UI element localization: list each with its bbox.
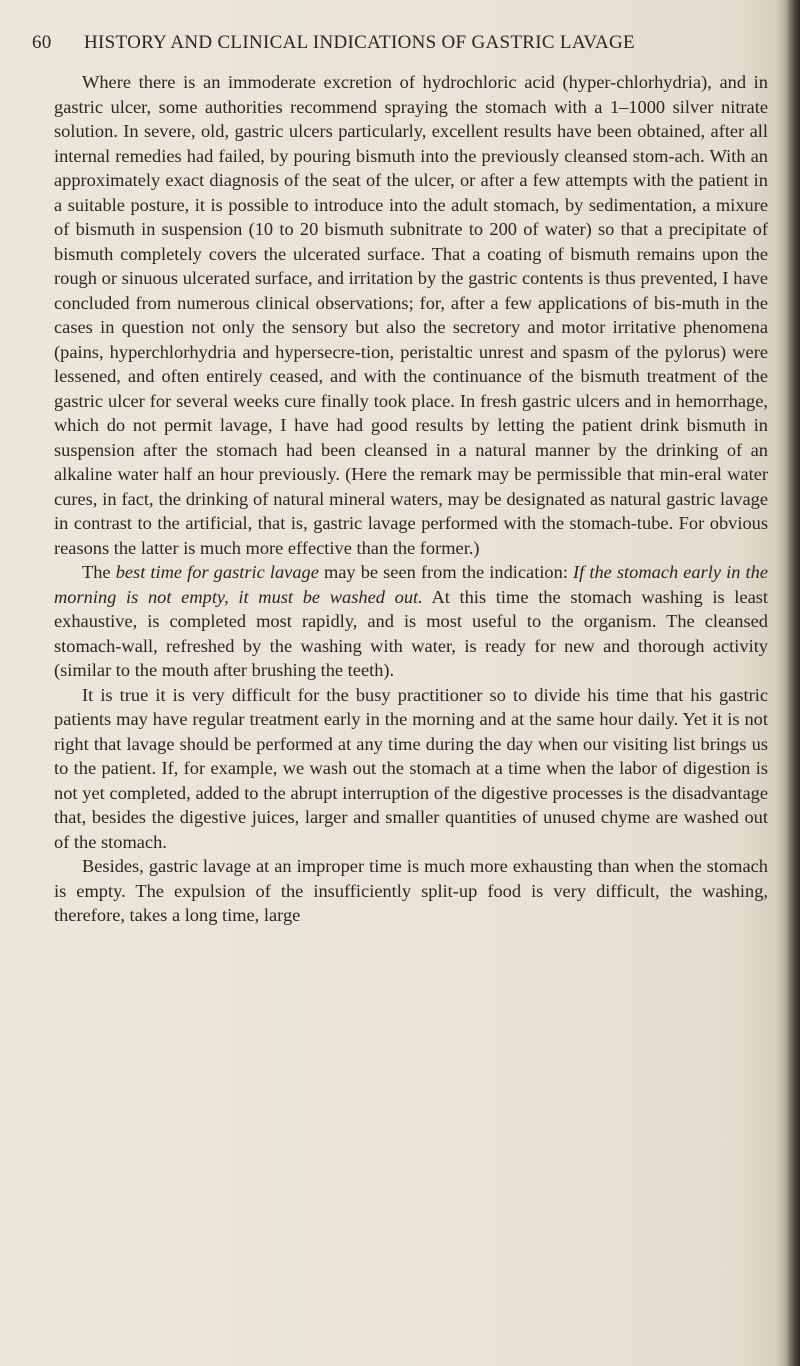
emphasis-indication: If the stomach early in the morning is not empty, it must be washed out. (54, 562, 768, 607)
paragraph-2-before: The (82, 562, 116, 582)
page-number: 60 (32, 32, 52, 53)
running-title: HISTORY AND CLINICAL INDICATIONS OF GASTRIC LAVAGE (84, 32, 635, 53)
emphasis-best-time: best time for gastric lavage (115, 562, 319, 582)
paragraph-2-middle: may be seen from the indication: (318, 562, 574, 582)
paragraph-4: Besides, gastric lavage at an improper time is much more exhausting than when the stomach is empty. The expulsion of the insufficiently split-up food is very difficult, the washing, therefore, takes a long time, large (54, 856, 768, 925)
body-text (54, 70, 768, 928)
page-edge-shadow (786, 0, 800, 1366)
paragraph-2-after: At this time the stomach washing is least exhaustive, is completed most rapidly, and is most useful to the organism. The cleansed stomach-wall, refreshed by the washing with water, is ready for new and thorough activity (similar to the mouth after brushing the teeth). (54, 586, 768, 680)
paragraph-2 (54, 560, 768, 683)
paragraph-3: It is true it is very difficult for the busy practitioner so to divide his time that his gastric patients may have regular treatment early in the morning and at the same hour daily. Yet it is not right that lavage should be performed at any time during the day when our visiting list brings us to the patient. If, for example, we wash out the stomach at a time when the labor of digestion is not yet completed, added to the abrupt interruption of the digestive processes is the disadvantage that, besides the digestive juices, larger and smaller quantities of unused chyme are washed out of the stomach. (54, 684, 768, 852)
paragraph-1: Where there is an immoderate excretion of hydrochloric acid (hyper-chlorhydria), and in gastric ulcer, some authorities recommend spraying the stomach with a 1–1000 silver nitrate solution. In severe, old, gastric ulcers particularly, excellent results have been obtained, after all internal remedies had failed, by pouring bismuth into the previously cleansed stom-ach. With an approximately exact diagnosis of the seat of the ulcer, or after a few attempts with the patient in a suitable posture, it is possible to introduce into the adult stomach, by sedimentation, a mixure of bismuth in suspension (10 to 20 bismuth subnitrate to 200 of water) so that a precipitate of bismuth completely covers the ulcerated surface. That a coating of bismuth remains upon the rough or sinuous ulcerated surface, and irritation by the gastric contents is thus prevented, I have concluded from numerous clinical observations; for, after a few applications of bis-muth in the cases in question not only the sensory but also the secretory and motor irritative phenomena (pains, hyperchlorhydria and hypersecre-tion, peristaltic unrest and spasm of the pylorus) were lessened, and often entirely ceased, and with the continuance of the bismuth treatment of the gastric ulcer for several weeks cure finally took place. In fresh gastric ulcers and in hemorrhage, which do not permit lavage, I have had good results by letting the patient drink bismuth in suspension after the stomach had been cleansed in a natural manner by the drinking of an alkaline water half an hour previously. (Here the remark may be permissible that min-eral water cures, in fact, the drinking of natural mineral waters, may be designated as natural gastric lavage in contrast to the artificial, that is, gastric lavage performed with the stomach-tube. For obvious reasons the latter is much more effective than the former.) (54, 72, 768, 558)
running-header (32, 32, 774, 54)
